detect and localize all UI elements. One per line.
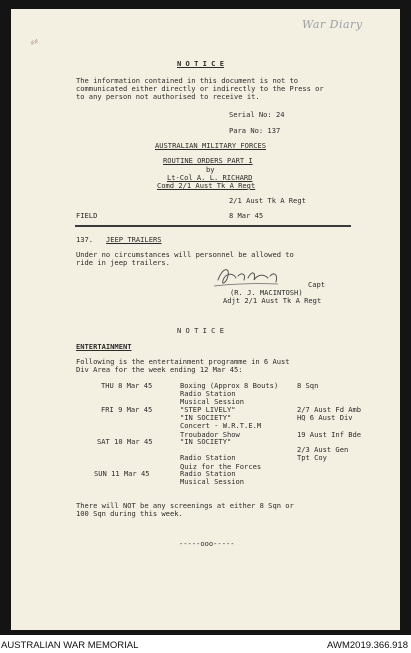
signatory-rank: Capt (308, 280, 326, 289)
signatory-name: (R. J. MACINTOSH) (230, 288, 303, 297)
divider-rule (75, 225, 351, 227)
unit-list: 2/7 Aust Fd Amb HQ 6 Aust Div 19 Aust Inf Bde (297, 405, 362, 439)
order-number: 137. (76, 235, 94, 244)
orders-heading: ROUTINE ORDERS PART I (163, 156, 253, 165)
signatory-appointment: Adjt 2/1 Aust Tk A Regt (223, 296, 322, 305)
location: FIELD (76, 211, 98, 220)
serial-number: Serial No: 24 (229, 110, 285, 119)
by-label: by (206, 165, 215, 174)
archive-footer (0, 640, 411, 653)
ink-mark: ⸗⸗ (27, 33, 40, 49)
security-notice: The information contained in this document is not to communicated either directly or indirectly to the Press or to any person not authorised to receive it. (76, 76, 324, 102)
commander-name: Lt-Col A. L. RICHARD (167, 173, 253, 182)
end-mark: -----ooo----- (179, 539, 235, 548)
para-number: Para No: 137 (229, 126, 281, 135)
entertainment-intro: Following is the entertainment programme in 6 Aust Div Area for the week ending 12 Mar 45: (76, 357, 290, 375)
event-list: "STEP LIVELY" "IN SOCIETY" Concert - W.R.T.E.M Troubador Show (180, 405, 262, 439)
order-text: Under no circumstances will personnel be allowed to ride in jeep trailers. (76, 250, 294, 268)
entertainment-heading: ENTERTAINMENT (76, 342, 132, 351)
order-title: JEEP TRAILERS (106, 235, 162, 244)
event-list: Boxing (Approx 8 Bouts) Radio Station Musical Session (180, 381, 279, 407)
unit-name: 2/1 Aust Tk A Regt (229, 196, 306, 205)
unit-list: 8 Sqn (297, 381, 319, 390)
event-list: "IN SOCIETY" Radio Station Quiz for the Forces (180, 437, 262, 471)
unit-list: 2/3 Aust Gen Tpt Coy (297, 445, 349, 463)
force-heading: AUSTRALIAN MILITARY FORCES (155, 141, 267, 150)
notice2-title: N O T I C E (177, 326, 224, 335)
day-label: SAT 10 Mar 45 (97, 437, 153, 446)
signature-image (212, 262, 292, 290)
footer-source: AUSTRALIAN WAR MEMORIAL (1, 640, 139, 651)
document-page (11, 9, 400, 630)
commander-role: Comd 2/1 Aust Tk A Regt (157, 181, 256, 190)
footer-accession-number: AWM2019.366.918 (327, 640, 408, 651)
notice-title: N O T I C E (177, 59, 224, 68)
day-label: FRI 9 Mar 45 (101, 405, 153, 414)
closing-note: There will NOT be any screenings at either 8 Sqn or 100 Sqn during this week. (76, 501, 294, 519)
day-label: THU 8 Mar 45 (101, 381, 153, 390)
handwritten-note: War Diary (302, 18, 363, 31)
order-date: 8 Mar 45 (229, 211, 264, 220)
day-label: SUN 11 Mar 45 (94, 469, 150, 478)
event-list: Radio Station Musical Session (180, 469, 245, 487)
